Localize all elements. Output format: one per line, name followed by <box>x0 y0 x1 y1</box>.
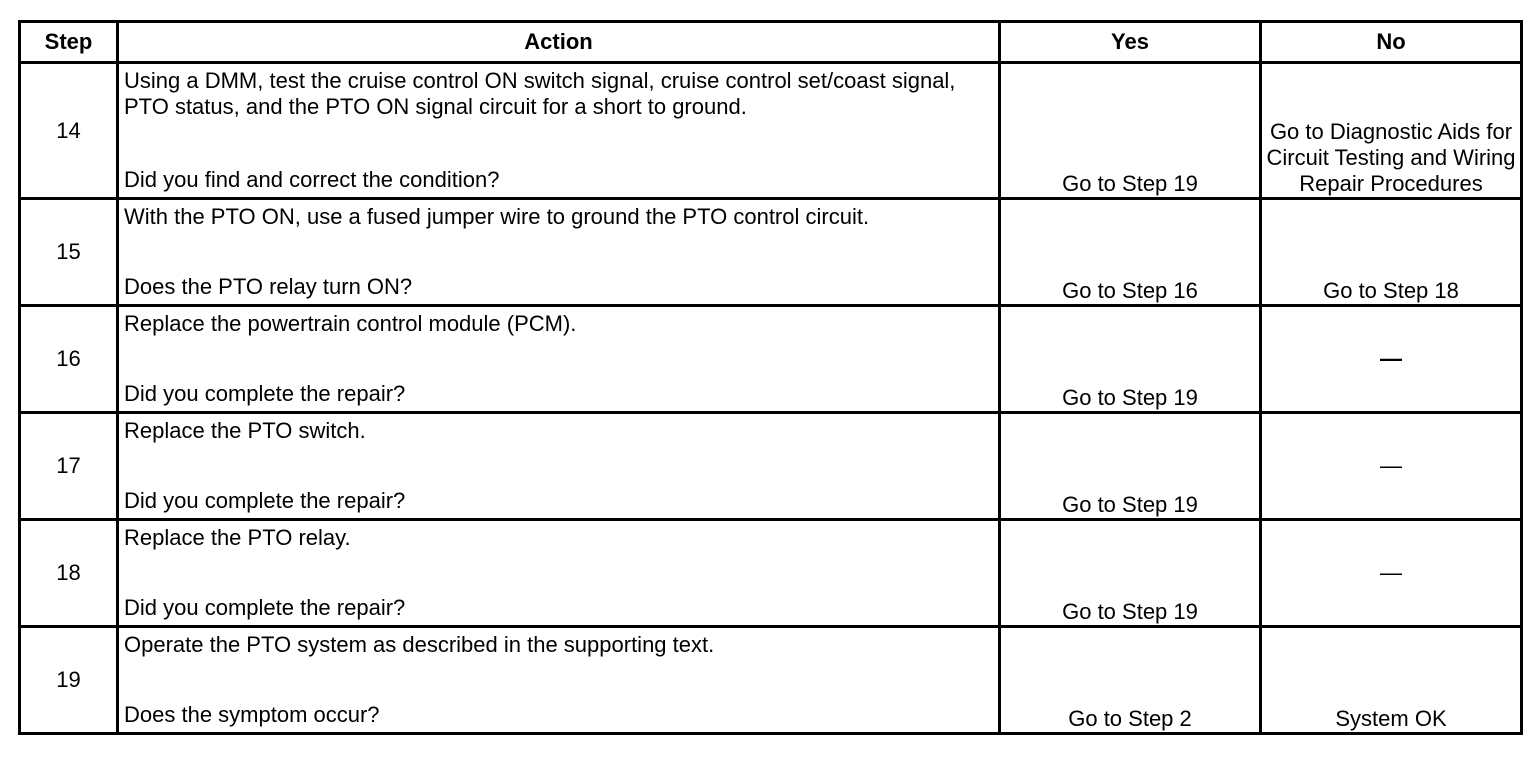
table-row-step-15 <box>20 199 1522 306</box>
yes-result: Go to Step 19 <box>1000 520 1261 627</box>
header-action: Action <box>118 22 1000 63</box>
action-cell <box>118 413 1000 520</box>
yes-result: Go to Step 2 <box>1000 627 1261 734</box>
header-yes: Yes <box>1000 22 1261 63</box>
table-row-step-19 <box>20 627 1522 734</box>
action-question: Did you complete the repair? <box>124 381 406 406</box>
table-row-step-16 <box>20 306 1522 413</box>
no-result: System OK <box>1261 627 1522 734</box>
action-cell <box>118 520 1000 627</box>
diagnostic-table <box>18 20 1523 735</box>
table-row-step-17 <box>20 413 1522 520</box>
step-number: 15 <box>20 199 118 306</box>
step-number: 18 <box>20 520 118 627</box>
header-no: No <box>1261 22 1522 63</box>
action-cell <box>118 627 1000 734</box>
action-instruction: With the PTO ON, use a fused jumper wire to ground the PTO control circuit. <box>124 204 870 229</box>
action-instruction: Operate the PTO system as described in the supporting text. <box>124 632 715 657</box>
table-row-step-18 <box>20 520 1522 627</box>
yes-result: Go to Step 19 <box>1000 306 1261 413</box>
yes-result: Go to Step 19 <box>1000 413 1261 520</box>
no-result <box>1261 306 1522 413</box>
action-question: Does the symptom occur? <box>124 702 380 727</box>
no-result <box>1261 413 1522 520</box>
no-result-dash: — <box>1380 346 1402 371</box>
step-number: 16 <box>20 306 118 413</box>
action-question: Did you find and correct the condition? <box>124 167 500 192</box>
no-result: Go to Diagnostic Aids for Circuit Testing and Wiring Repair Procedures <box>1261 63 1522 199</box>
step-number: 14 <box>20 63 118 199</box>
step-number: 19 <box>20 627 118 734</box>
action-instruction: Replace the PTO switch. <box>124 418 366 443</box>
action-cell <box>118 63 1000 199</box>
yes-result: Go to Step 16 <box>1000 199 1261 306</box>
header-step: Step <box>20 22 118 63</box>
action-instruction: Replace the PTO relay. <box>124 525 351 550</box>
no-result: Go to Step 18 <box>1261 199 1522 306</box>
no-result <box>1261 520 1522 627</box>
yes-result: Go to Step 19 <box>1000 63 1261 199</box>
action-cell <box>118 306 1000 413</box>
table-row-step-14 <box>20 63 1522 199</box>
action-question: Does the PTO relay turn ON? <box>124 274 413 299</box>
action-question: Did you complete the repair? <box>124 595 406 620</box>
header-row <box>20 22 1522 63</box>
no-result-dash: — <box>1380 453 1402 478</box>
no-result-dash: — <box>1380 560 1402 585</box>
action-question: Did you complete the repair? <box>124 488 406 513</box>
step-number: 17 <box>20 413 118 520</box>
action-instruction: Using a DMM, test the cruise control ON switch signal, cruise control set/coast signal, PTO status, and the PTO ON signal circuit for a short to ground. <box>124 68 956 119</box>
action-cell <box>118 199 1000 306</box>
action-instruction: Replace the powertrain control module (PCM). <box>124 311 577 336</box>
